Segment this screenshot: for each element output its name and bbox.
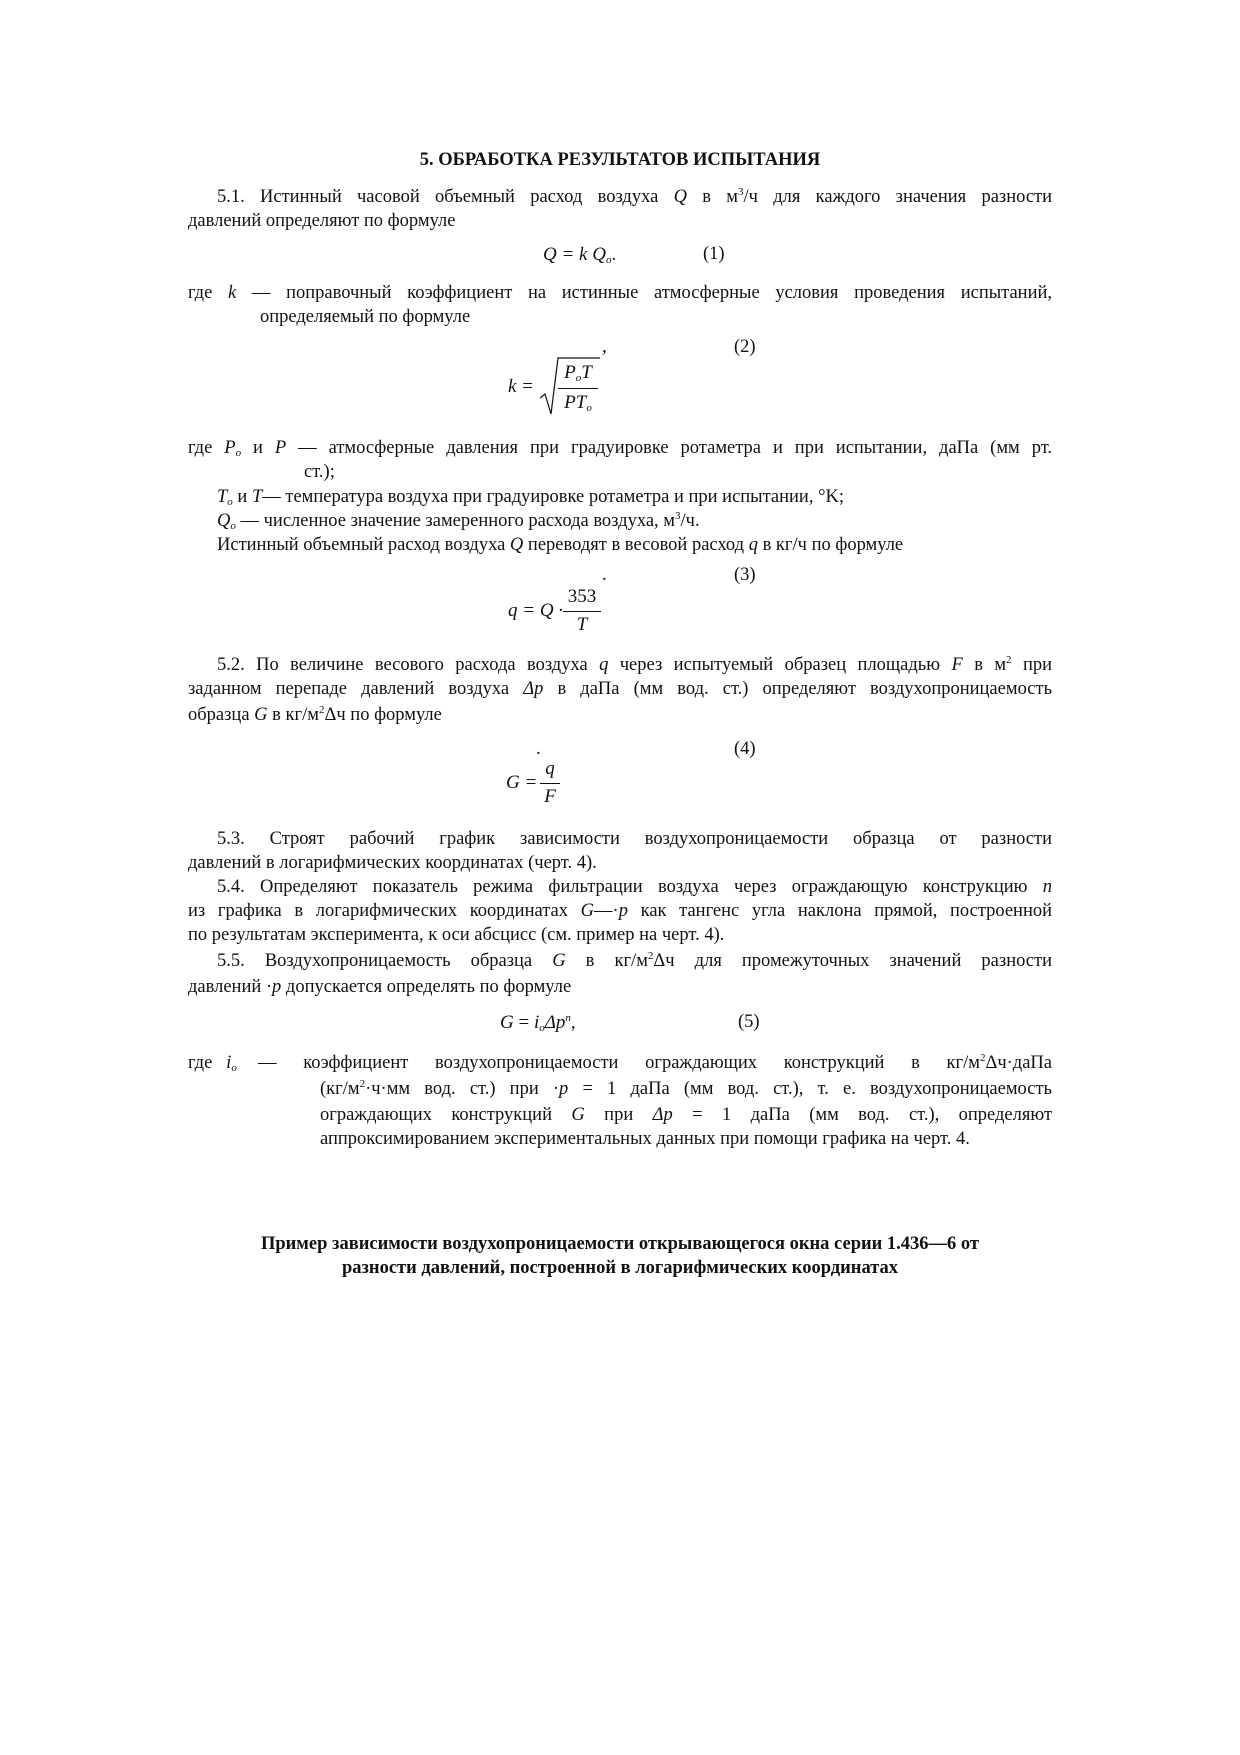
equation-2-numerator: $P_oT$ [564, 362, 592, 384]
equation-4-lhs: G = [506, 772, 538, 793]
p53-line1: 5.3. Строят рабочий график зависимости воздухопроницаемости образца от разности [217, 829, 1052, 849]
equation-2-comma: , [602, 336, 607, 357]
p52-line1: 5.2. По величине весового расхода воздуха q через испытуемый образец площадью F в $м^2$ при [217, 654, 1053, 675]
equation-4-number: (4) [734, 739, 756, 759]
where-k-line2: определяемый по формуле [260, 307, 471, 327]
where-i-line2: ($кг/м^2\cdot ч\cdot мм$ вод. ст.) при ·p = 1 даПа (мм вод. ст.), т. е. воздухопроницаемость [320, 1078, 1052, 1099]
where-i-line4: аппроксимированием экспериментальных данных при помощи графика на черт. 4. [320, 1129, 970, 1149]
equation-3-numerator: 353 [567, 586, 597, 607]
p54-line3: по результатам эксперимента, к оси абсцисс (см. пример на черт. 4). [188, 925, 725, 945]
equation-3-denominator: T [576, 614, 588, 635]
where-i-line1: — коэффициент воздухопроницаемости ограждающих конструкций в $кг/м^2\Delta ч\cdot даПа$ [258, 1052, 1052, 1073]
p54-line1: 5.4. Определяют показатель режима фильтрации воздуха через ограждающую конструкцию n [217, 877, 1052, 897]
document-page [188, 0, 1052, 1755]
where-i-line3: ограждающих конструкций G при Δp = 1 даПа (мм вод. ст.), определяют [320, 1105, 1053, 1125]
equation-3-number: (3) [734, 565, 756, 585]
equation-4-denominator: F [544, 786, 556, 807]
p51-line2: давлений определяют по формуле [188, 211, 456, 231]
p54-line2: из графика в логарифмических координатах G—·p как тангенс угла наклона прямой, построенной [188, 901, 1053, 921]
p55-line1: 5.5. Воздухопроницаемость образца G в $кг/м^2\Delta ч$ для промежуточных значений разности [217, 950, 1053, 971]
equation-2-fraction-bar [558, 388, 598, 389]
equation-3-fraction-bar [563, 611, 601, 612]
p53-line2: давлений в логарифмических координатах (черт. 4). [188, 853, 597, 873]
equation-1: Q = k $Q_o$. [543, 244, 617, 266]
equation-4-dot: . [536, 738, 541, 759]
equation-5-number: (5) [738, 1012, 760, 1032]
where-p-line1: где $P_o$ и P — атмосферные давления при градуировке ротаметра и при испытании, даПа (мм рт. [188, 438, 1053, 459]
equation-2-lhs: k = [508, 376, 535, 397]
p52-line2: заданном перепаде давлений воздуха Δp в даПа (мм вод. ст.) определяют воздухопроницаемость [188, 679, 1053, 699]
equation-4-fraction-bar [540, 783, 560, 784]
figure-caption-line2: разности давлений, построенной в логарифмических координатах [341, 1258, 899, 1278]
where-t-line: $T_o$ и T— температура воздуха при градуировке ротаметра и при испытании, °K; [217, 487, 844, 508]
where-p-line2: ст.); [304, 462, 335, 482]
conversion-line: Истинный объемный расход воздуха Q переводят в весовой расход q в кг/ч по формуле [217, 535, 904, 555]
equation-5: $G = i_o\Delta p^n$, [500, 1012, 576, 1034]
equation-2-denominator: $PT_o$ [564, 392, 592, 414]
equation-4-numerator: q [545, 758, 555, 779]
p51-line1: 5.1. Истинный часовой объемный расход воздуха Q в $м^3/ч$ для каждого значения разности [217, 186, 1053, 207]
equation-3-lhs: q = Q · [508, 600, 564, 621]
p52-line3: образца G в $кг/м^2\Delta ч$ по формуле [188, 704, 442, 725]
where-k-line1: где k — поправочный коэффициент на истинные атмосферные условия проведения испытаний, [188, 283, 1053, 303]
equation-3-dot: . [602, 564, 607, 585]
p55-line2: давлений ·p допускается определять по формуле [188, 977, 572, 997]
equation-1-number: (1) [703, 244, 725, 264]
section-title: 5. ОБРАБОТКА РЕЗУЛЬТАТОВ ИСПЫТАНИЯ [419, 150, 821, 170]
figure-caption-line1: Пример зависимости воздухопроницаемости открывающегося окна серии 1.436—6 от [260, 1234, 980, 1254]
where-i-label: где $i_o$ [188, 1053, 237, 1074]
equation-2-number: (2) [734, 337, 756, 357]
where-q-line: $Q_o$ — численное значение замеренного расхода воздуха, $м^3/ч$. [217, 510, 700, 532]
